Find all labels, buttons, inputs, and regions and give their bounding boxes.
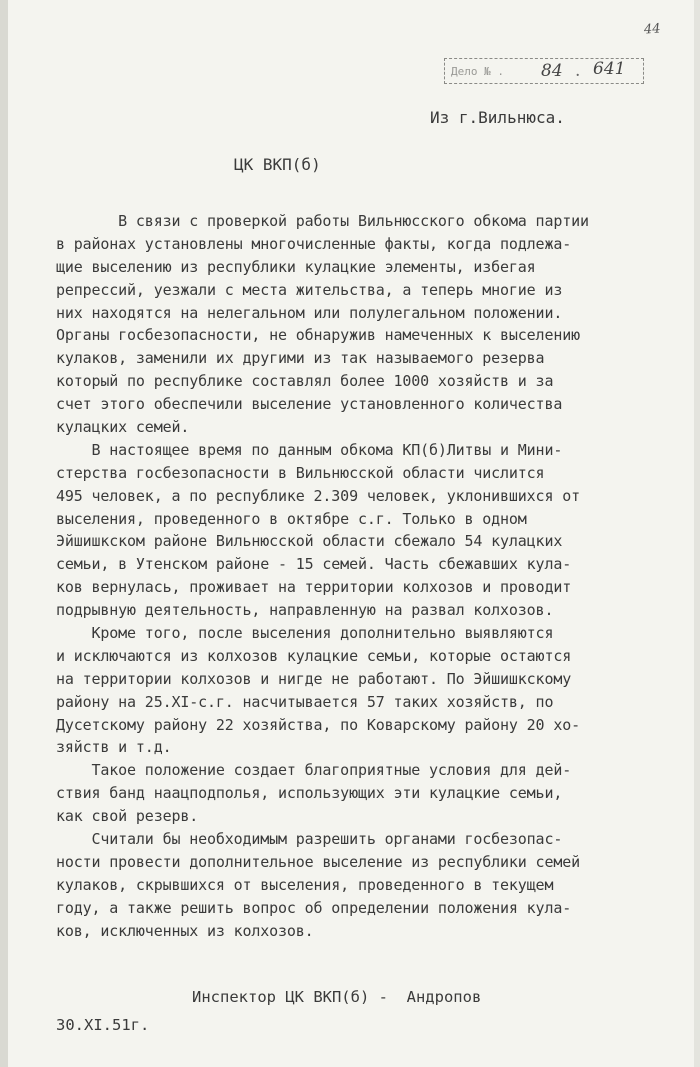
body-line: выселения, проведенного в октябре с.г. Только в одном [56, 509, 527, 528]
body-line: Считали бы необходимым разрешить органами госбезопас- [56, 830, 563, 849]
archive-stamp [444, 58, 644, 84]
body-line: подрывную деятельность, направленную на развал колхозов. [56, 601, 554, 620]
body-line: 495 человек, а по республике 2.309 человек, уклонившихся от [56, 486, 580, 505]
body-line: Такое положение создает благоприятные условия для дей- [56, 761, 572, 780]
body-line: В связи с проверкой работы Вильнюсского обкома партии [56, 212, 589, 230]
body-line: на территории колхозов и нигде не работают. По Эйшишкскому [56, 669, 572, 688]
document-date: 30.XI.51г. [56, 1016, 150, 1034]
body-line: и исключаются из колхозов кулацкие семьи, которые остаются [56, 646, 572, 665]
body-line: семьи, в Утенском районе - 15 семей. Часть сбежавших кула- [56, 555, 572, 574]
body-line: зяйств и т.д. [56, 738, 172, 757]
body-line: ствия банд наацподполья, использующих эти кулацкие семьи, [56, 784, 563, 803]
body-line: В настоящее время по данным обкома КП(б)Литвы и Мини- [56, 440, 563, 459]
body-line: счет этого обеспечили выселение установленного количества [56, 395, 563, 414]
body-line: Эйшишкском районе Вильнюсской области сбежало 54 кулацких [56, 532, 563, 551]
archive-stamp-label: Дело № . [451, 64, 504, 78]
archive-fond-number: 84 [541, 61, 563, 81]
body-line: Органы госбезопасности, не обнаружив намеченных к выселению [56, 326, 580, 345]
body-line: году, а также решить вопрос об определении положения кула- [56, 898, 572, 917]
archive-stamp-dots: . [575, 61, 581, 81]
body-line: ков, исключенных из колхозов. [56, 921, 314, 940]
addressee: ЦК ВКП(б) [234, 155, 321, 174]
body-line: кулацких семей. [56, 418, 190, 437]
body-line: Кроме того, после выселения дополнительно выявляются [56, 624, 554, 643]
letter-body [56, 210, 686, 943]
body-line: кулаков, скрывшихся от выселения, проведенного в текущем [56, 875, 554, 894]
body-line: в районах установлены многочисленные факты, когда подлежа- [56, 234, 572, 253]
signature-line: Инспектор ЦК ВКП(б) - Андропов [192, 988, 482, 1006]
body-line: них находятся на нелегальном или полулегальном положении. [56, 303, 563, 322]
body-line: который по республике составлял более 1000 хозяйств и за [56, 372, 554, 391]
body-line: стерства госбезопасности в Вильнюсской области числится [56, 463, 545, 482]
body-line: репрессий, уезжали с места жительства, а теперь многие из [56, 280, 563, 299]
body-line: щие выселению из республики кулацкие элементы, избегая [56, 257, 536, 276]
body-line: кулаков, заменили их другими из так называемого резерва [56, 349, 545, 368]
body-line: Дусетскому району 22 хозяйства, по Коварскому району 20 хо- [56, 715, 580, 734]
body-line: как свой резерв. [56, 807, 199, 826]
origin-line: Из г.Вильнюса. [430, 108, 565, 127]
folio-number: 44 [643, 21, 662, 38]
archive-item-number: 641 [593, 59, 626, 79]
body-line: ности провести дополнительное выселение из республики семей [56, 852, 580, 871]
body-line: району на 25.XI-с.г. насчитывается 57 таких хозяйств, по [56, 692, 554, 711]
body-line: ков вернулась, проживает на территории колхозов и проводит [56, 578, 572, 597]
